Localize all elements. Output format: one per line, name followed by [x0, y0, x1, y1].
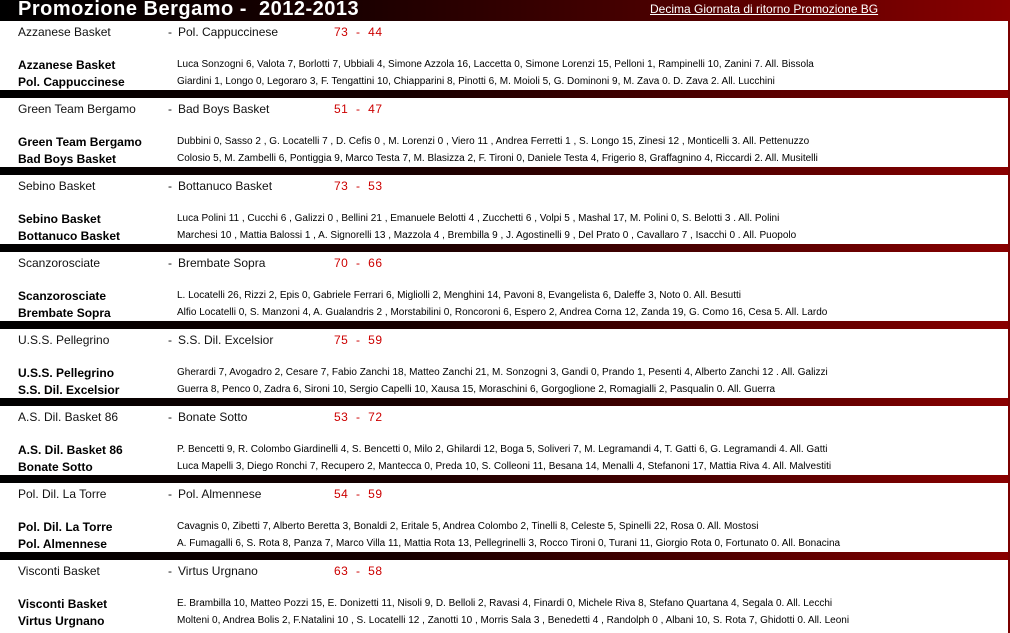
player-points: E. Brambilla 10, Matteo Pozzi 15, E. Donizetti 11, Nisoli 9, D. Belloli 2, Ravasi 4, Finardi 0, Michele Riva 8, Stefano Quartana 4, Segala 0. All. Lecchi [177, 598, 833, 609]
final-score: 51 - 47 [334, 102, 383, 116]
player-points: Gherardi 7, Avogadro 2, Cesare 7, Fabio Zanchi 18, Matteo Zanchi 21, M. Sonzogni 3, Gandi 0, Prando 1, Pesenti 4, Alberto Zanchi 12 . All. Galizzi [177, 367, 828, 378]
team-name: Pol. Dil. La Torre [18, 520, 113, 534]
game-block [0, 167, 1008, 244]
player-points: Dubbini 0, Sasso 2 , G. Locatelli 7 , D. Cefis 0 , M. Lorenzi 0 , Viero 11 , Andrea Ferretti 1 , S. Longo 15, Zinesi 12 , Monticelli 3. All. Pettenuzzo [177, 136, 810, 147]
away-team-label: S.S. Dil. Excelsior [178, 333, 274, 347]
away-team-label: Brembate Sopra [178, 256, 266, 270]
away-team-label: Pol. Cappuccinese [178, 25, 279, 39]
home-team-label: Sebino Basket [18, 179, 96, 193]
away-team-label: Virtus Urgnano [178, 564, 258, 578]
game-block [0, 321, 1008, 398]
game-separator [0, 398, 1008, 406]
score-row [0, 179, 1008, 195]
team-name: Bottanuco Basket [18, 229, 121, 243]
team-name: Brembate Sopra [18, 306, 111, 320]
player-points: Cavagnis 0, Zibetti 7, Alberto Beretta 3, Bonaldi 2, Eritale 5, Andrea Colombo 2, Tinelli 8, Celeste 5, Spinelli 22, Rosa 0. All. Mostosi [177, 521, 759, 532]
versus-dash: - [168, 179, 172, 193]
player-points: Molteni 0, Andrea Bolis 2, F.Natalini 10 , S. Locatelli 12 , Zanotti 10 , Morris Sala 3 , Benedetti 4 , Randolph 0 , Albani 10, S. Rota 7, Ghidotti 0. All. Leoni [177, 615, 850, 626]
team-name: Azzanese Basket [18, 58, 116, 72]
game-separator [0, 90, 1008, 98]
player-points: Luca Polini 11 , Cucchi 6 , Galizzi 0 , Bellini 21 , Emanuele Belotti 4 , Zucchetti 6 , Volpi 5 , Mashal 17, M. Polini 0, S. Belotti 3 . All. Polini [177, 213, 780, 224]
away-team-label: Bad Boys Basket [178, 102, 270, 116]
player-points: Luca Sonzogni 6, Valota 7, Borlotti 7, Ubbiali 4, Simone Azzola 16, Laccetta 0, Simone Lorenzi 15, Pelloni 1, Rampinelli 10, Zanini 7. All. Bissola [177, 59, 814, 70]
player-points: L. Locatelli 26, Rizzi 2, Epis 0, Gabriele Ferrari 6, Migliolli 2, Menghini 14, Pavoni 8, Evangelista 6, Daleffe 3, Noto 0. All. Besutti [177, 290, 741, 301]
score-row [0, 487, 1008, 503]
score-row [0, 410, 1008, 426]
team-lineup-row [0, 289, 1008, 304]
team-lineup-row [0, 229, 1008, 244]
team-lineup-row [0, 383, 1008, 398]
score-row [0, 102, 1008, 118]
team-name: Virtus Urgnano [18, 614, 105, 628]
player-points: Luca Mapelli 3, Diego Ronchi 7, Recupero 2, Mantecca 0, Preda 10, S. Colleoni 11, Besana 14, Menalli 4, Stefanoni 17, Mattia Riva 4. All. Malvestiti [177, 461, 832, 472]
team-lineup-row [0, 75, 1008, 90]
score-row [0, 25, 1008, 41]
game-block [0, 398, 1008, 475]
team-lineup-row [0, 366, 1008, 381]
round-link[interactable]: Decima Giornata di ritorno Promozione BG [650, 2, 879, 16]
score-row [0, 333, 1008, 349]
team-name: Visconti Basket [18, 597, 108, 611]
player-points: A. Fumagalli 6, S. Rota 8, Panza 7, Marco Villa 11, Mattia Rota 13, Pellegrinelli 3, Rocco Tironi 0, Turani 11, Giorgio Rota 0, Fortunato 0. All. Bonacina [177, 538, 841, 549]
player-points: Alfio Locatelli 0, S. Manzoni 4, A. Gualandris 2 , Morstabilini 0, Roncoroni 6, Espero 2, Andrea Corna 12, Zanda 19, G. Como 16, Cesa 5. All. Lardo [177, 307, 828, 318]
team-name: S.S. Dil. Excelsior [18, 383, 120, 397]
versus-dash: - [168, 487, 172, 501]
team-name: Bad Boys Basket [18, 152, 117, 166]
final-score: 75 - 59 [334, 333, 383, 347]
score-row [0, 564, 1008, 580]
game-separator [0, 244, 1008, 252]
team-lineup-row [0, 152, 1008, 167]
team-name: U.S.S. Pellegrino [18, 366, 115, 380]
game-block [0, 90, 1008, 167]
final-score: 54 - 59 [334, 487, 383, 501]
home-team-label: Visconti Basket [18, 564, 100, 578]
team-lineup-row [0, 537, 1008, 552]
away-team-label: Pol. Almennese [178, 487, 262, 501]
final-score: 53 - 72 [334, 410, 383, 424]
home-team-label: Pol. Dil. La Torre [18, 487, 107, 501]
team-name: Pol. Almennese [18, 537, 107, 551]
team-lineup-row [0, 443, 1008, 458]
player-points: Giardini 1, Longo 0, Legoraro 3, F. Tengattini 10, Chiapparini 8, Pinotti 6, M. Moioli 5, G. Dominoni 9, M. Zava 0. D. Zava 2. All. Lucchini [177, 76, 775, 87]
team-name: Pol. Cappuccinese [18, 75, 125, 89]
versus-dash: - [168, 256, 172, 270]
home-team-label: Azzanese Basket [18, 25, 111, 39]
team-lineup-row [0, 135, 1008, 150]
game-block [0, 244, 1008, 321]
home-team-label: A.S. Dil. Basket 86 [18, 410, 119, 424]
page-header [0, 0, 1010, 21]
versus-dash: - [168, 102, 172, 116]
team-name: Sebino Basket [18, 212, 101, 226]
player-points: P. Bencetti 9, R. Colombo Giardinelli 4, S. Bencetti 0, Milo 2, Ghilardi 12, Boga 5, Soliveri 7, M. Legramandi 4, T. Gatti 6, G. Legramandi 4. All. Gatti [177, 444, 828, 455]
versus-dash: - [168, 25, 172, 39]
away-team-label: Bottanuco Basket [178, 179, 273, 193]
final-score: 73 - 44 [334, 25, 383, 39]
away-team-label: Bonate Sotto [178, 410, 248, 424]
home-team-label: Green Team Bergamo [18, 102, 136, 116]
team-name: Scanzorosciate [18, 289, 107, 303]
team-name: Green Team Bergamo [18, 135, 142, 149]
team-name: Bonate Sotto [18, 460, 93, 474]
versus-dash: - [168, 564, 172, 578]
versus-dash: - [168, 410, 172, 424]
game-separator [0, 475, 1008, 483]
home-team-label: Scanzorosciate [18, 256, 101, 270]
versus-dash: - [168, 333, 172, 347]
player-points: Guerra 8, Penco 0, Zadra 6, Sironi 10, Sergio Capelli 10, Xausa 15, Moraschini 6, Gorgoglione 2, Romagialli 2, Pasqualin 0. All. Guerra [177, 384, 776, 395]
game-block [0, 21, 1008, 98]
team-lineup-row [0, 460, 1008, 475]
game-separator [0, 167, 1008, 175]
team-lineup-row [0, 212, 1008, 227]
final-score: 73 - 53 [334, 179, 383, 193]
game-separator [0, 552, 1008, 560]
team-lineup-row [0, 614, 1008, 629]
page-title: Promozione Bergamo - 2012-2013 [18, 0, 360, 20]
team-lineup-row [0, 58, 1008, 73]
team-lineup-row [0, 597, 1008, 612]
home-team-label: U.S.S. Pellegrino [18, 333, 110, 347]
score-row [0, 256, 1008, 272]
game-block [0, 552, 1008, 629]
team-lineup-row [0, 520, 1008, 535]
final-score: 70 - 66 [334, 256, 383, 270]
game-separator [0, 321, 1008, 329]
team-lineup-row [0, 306, 1008, 321]
player-points: Marchesi 10 , Mattia Balossi 1 , A. Signorelli 13 , Mazzola 4 , Brembilla 9 , J. Agostinelli 9 , Del Prato 0 , Cavallaro 7 , Isacchi 0 . All. Puopolo [177, 230, 797, 241]
final-score: 63 - 58 [334, 564, 383, 578]
team-name: A.S. Dil. Basket 86 [18, 443, 123, 457]
player-points: Colosio 5, M. Zambelli 6, Pontiggia 9, Marco Testa 7, M. Blasizza 2, F. Tironi 0, Daniele Testa 4, Frigerio 8, Graffagnino 4, Riccardi 2. All. Musitelli [177, 153, 818, 164]
game-block [0, 475, 1008, 552]
